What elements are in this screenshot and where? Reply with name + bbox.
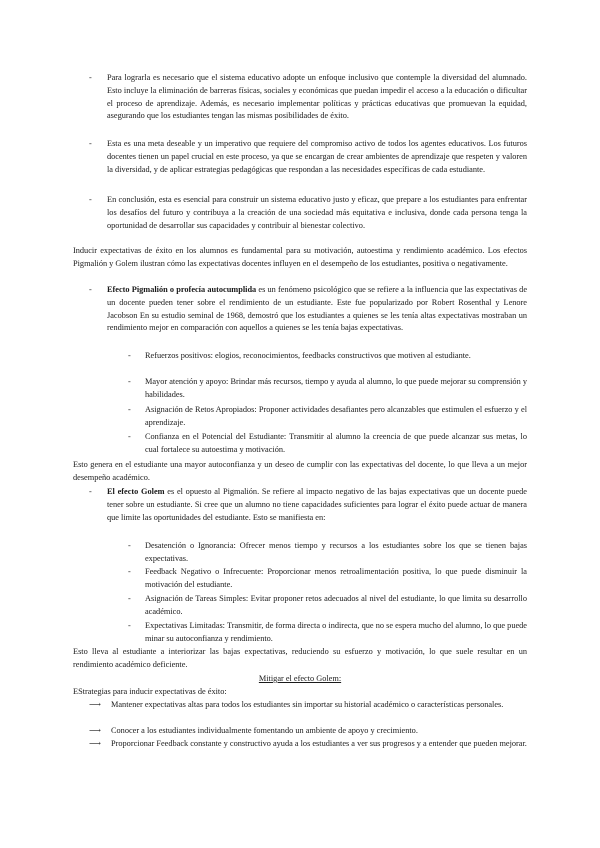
sub-bullet-dash: - — [128, 377, 131, 386]
bullet-paragraph-commitment: Esta es una meta deseable y un imperativo que requiere del compromiso activo de todos los agentes educativos. Los futuros docentes tienen un papel crucial en este proceso, ya que se encargan de crear ambientes de aprendizaje que respeten y valoren la diversidad, y de aplicar estrategias pedagógicas que respondan a las necesidades específicas de cada estudiante. — [107, 139, 527, 174]
bullet-dash: - — [89, 73, 92, 82]
bullet-dash: - — [89, 139, 92, 148]
sub-bullet-dash: - — [128, 405, 131, 414]
golem-text: es el opuesto al Pigmalión. Se refiere al impacto negativo de las bajas expectativas que un docente puede tener sobre un estudiante. Si cree que un alumno no tiene capacidades suficientes para lograr el éxito puede actuar de manera que limite las oportunidades del estudiante. Esto se manifiesta en: — [107, 487, 527, 522]
golem-conclusion: Esto lleva al estudiante a interiorizar las bajas expectativas, reduciendo su esfuerzo y motivación, lo que suele resultar en un rendimiento académico deficiente. — [73, 647, 527, 669]
sub-bullet-dash: - — [128, 594, 131, 603]
pigmalion-paragraph — [107, 284, 527, 335]
pigmalion-text: es un fenómeno psicológico que se refiere a la influencia que las expectativas de un docente pueden tener sobre el rendimiento de un estudiante. Este fue popularizado por Robert Rosenthal y Lenore Jacobson En su estudio seminal de 1968, demostró que los estudiantes a quienes se les tenía altas expectativas mostraban un rendimiento mejor en comparación con aquellos a quienes se les tenía bajas expectativas. — [107, 285, 527, 333]
bullet-dash: - — [89, 195, 92, 204]
golem-paragraph — [107, 486, 527, 524]
pigmalion-item: Asignación de Retos Apropiados: Proponer actividades desafiantes pero alcanzables que estimulen el esfuerzo y el aprendizaje. — [145, 405, 527, 427]
sub-bullet-dash: - — [128, 567, 131, 576]
golem-item: Desatención o Ignorancia: Ofrecer menos tiempo y recursos a los estudiantes sobre los que se tienen bajas expectativas. — [145, 541, 527, 563]
golem-item: Asignación de Tareas Simples: Evitar proponer retos adecuados al nivel del estudiante, lo que limita su desarrollo académico. — [145, 594, 527, 616]
strategy-item — [73, 725, 527, 738]
sub-bullet-dash: - — [128, 432, 131, 441]
arrow-icon: ⟶ — [89, 726, 101, 735]
pigmalion-item: Refuerzos positivos: elogios, reconocimientos, feedbacks constructivos que motiven al estudiante. — [145, 351, 471, 360]
mitigar-heading-text: Mitigar el efecto Golem: — [258, 674, 342, 683]
golem-title: El efecto Golem — [107, 487, 165, 496]
strategy-text: Conocer a los estudiantes individualmente fomentando un ambiente de apoyo y crecimiento. — [111, 726, 418, 735]
golem-item: Expectativas Limitadas: Transmitir, de forma directa o indirecta, que no se espera mucho del alumno, lo que puede minar su autoconfianza y rendimiento. — [145, 621, 527, 643]
sub-bullet-dash: - — [128, 351, 131, 360]
bullet-dash: - — [89, 285, 92, 294]
pigmalion-item: Confianza en el Potencial del Estudiante: Transmitir al alumno la creencia de que puede alcanzar sus metas, lo cual fortalece su autoestima y motivación. — [145, 432, 527, 454]
bullet-paragraph-inclusive: Para lograrla es necesario que el sistema educativo adopte un enfoque inclusivo que contemple la diversidad del alumnado. Esto incluye la eliminación de barreras físicas, sociales y económicas que puedan impedir el acceso a la educación o dificultar el proceso de aprendizaje. Además, es necesario implementar políticas y prácticas educativas que promuevan la equidad, asegurando que los estudiantes tengan las mismas posibilidades de éxito. — [107, 73, 527, 121]
arrow-icon: ⟶ — [89, 739, 101, 748]
bullet-paragraph-conclusion: En conclusión, esta es esencial para construir un sistema educativo justo y eficaz, que prepare a los estudiantes para enfrentar los desafíos del futuro y contribuya a la creación de una sociedad más equitativa e inclusiva, donde cada persona tenga la oportunidad de desarrollar sus capacidades y contribuir al bienestar colectivo. — [107, 195, 527, 230]
mitigar-subheading: EStrategias para inducir expectativas de éxito: — [73, 687, 227, 696]
strategy-text: Proporcionar Feedback constante y constructivo ayuda a los estudiantes a ver sus progresos y a entender que pueden mejorar. — [111, 739, 527, 748]
pigmalion-conclusion: Esto genera en el estudiante una mayor autoconfianza y un deseo de cumplir con las expectativas del docente, lo que lleva a un mejor desempeño académico. — [73, 460, 527, 482]
sub-bullet-dash: - — [128, 621, 131, 630]
pigmalion-title: Efecto Pigmalión o profecía autocumplida — [107, 285, 257, 294]
mitigar-heading — [0, 673, 600, 686]
intro-paragraph: Inducir expectativas de éxito en los alumnos es fundamental para su motivación, autoestima y rendimiento académico. Los efectos Pigmalión y Golem ilustran cómo las expectativas docentes influyen en el desempeño de los estudiantes, positiva o negativamente. — [73, 246, 527, 268]
pigmalion-item: Mayor atención y apoyo: Brindar más recursos, tiempo y ayuda al alumno, lo que puede mejorar su comprensión y habilidades. — [145, 377, 527, 399]
strategy-item — [73, 738, 527, 751]
arrow-icon: ⟶ — [89, 700, 101, 709]
sub-bullet-dash: - — [128, 541, 131, 550]
strategy-item — [73, 699, 527, 712]
golem-item: Feedback Negativo o Infrecuente: Proporcionar menos retroalimentación positiva, lo que puede disminuir la motivación del estudiante. — [145, 567, 527, 589]
strategy-text: Mantener expectativas altas para todos los estudiantes sin importar su historial académico o características personales. — [111, 700, 504, 709]
bullet-dash: - — [89, 487, 92, 496]
